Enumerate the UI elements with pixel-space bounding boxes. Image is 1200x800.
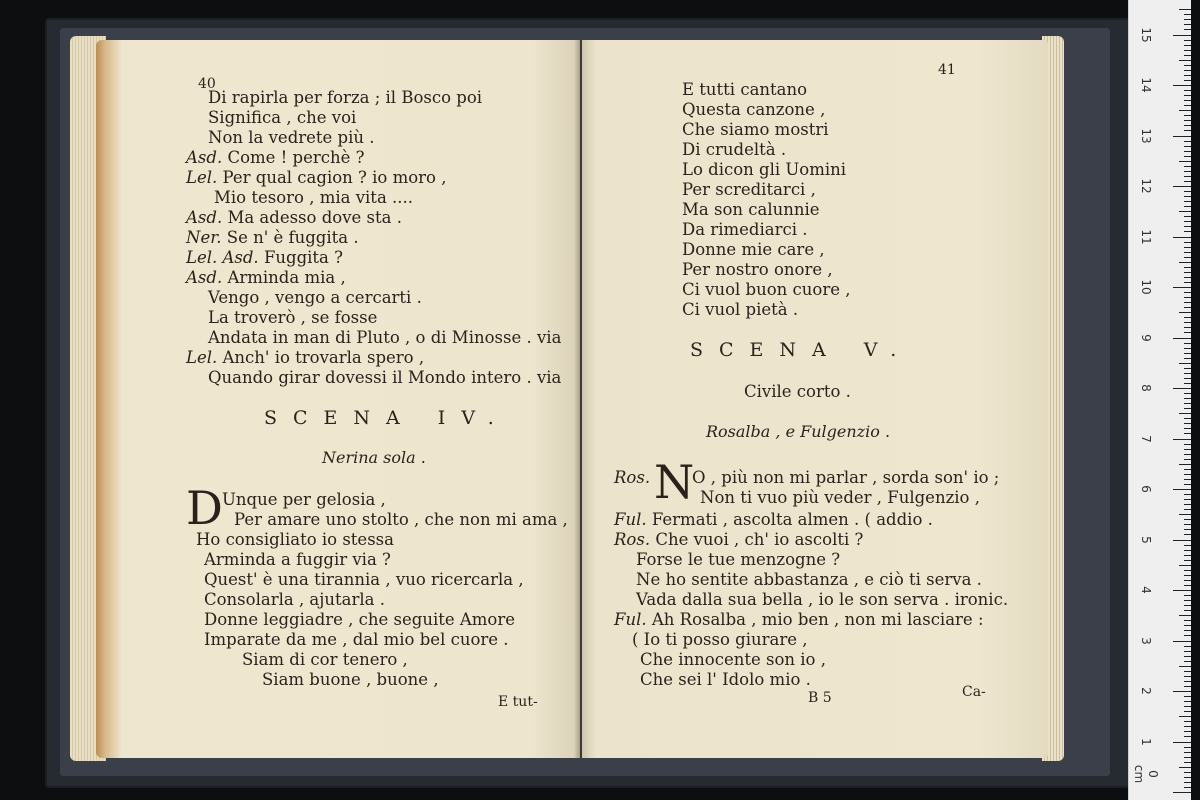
text-line: Che siamo mostri [682, 120, 829, 139]
ruler-tick [1184, 65, 1191, 66]
ruler-tick [1173, 439, 1191, 440]
ruler-tick [1184, 545, 1191, 546]
ruler-tick [1179, 716, 1191, 717]
text-line: Mio tesoro , mia vita .... [214, 188, 413, 207]
ruler-tick [1179, 363, 1191, 364]
ruler-number: 2 [1139, 687, 1153, 695]
dialogue-line: Ful. Ah Rosalba , mio ben , non mi lasciare : [614, 610, 984, 629]
ruler-tick [1179, 161, 1191, 162]
text-line: Per amare uno stolto , che non mi ama , [234, 510, 568, 529]
speaker-name: Asd. [186, 208, 223, 227]
text-line: O , più non mi parlar , sorda son' io ; [692, 468, 1000, 487]
dialogue-line: Asd. Ma adesso dove sta . [186, 208, 402, 227]
ruler-tick [1184, 221, 1191, 222]
left-page [96, 40, 580, 758]
ruler-tick [1184, 721, 1191, 722]
ruler-tick [1184, 196, 1191, 197]
ruler-tick [1184, 403, 1191, 404]
ruler-number: 12 [1139, 178, 1153, 194]
ruler-tick [1184, 706, 1191, 707]
ruler-tick [1184, 595, 1191, 596]
ruler-tick [1184, 45, 1191, 46]
ruler-tick [1184, 484, 1191, 485]
ruler-tick [1184, 752, 1191, 753]
ruler-tick [1184, 428, 1191, 429]
text-line: Significa , che voi [208, 108, 357, 127]
text-line: Unque per gelosia , [222, 490, 386, 509]
text-line: Siam buone , buone , [262, 670, 439, 689]
text-line: Per nostro onore , [682, 260, 833, 279]
ruler-number: 10 [1139, 279, 1153, 295]
text-line: Ci vuol pietà . [682, 300, 799, 319]
text-line: Forse le tue menzogne ? [636, 550, 841, 569]
ruler-tick [1184, 731, 1191, 732]
text-line: Ci vuol buon cuore , [682, 280, 851, 299]
ruler-tick [1184, 479, 1191, 480]
ruler-tick [1184, 459, 1191, 460]
text-line: Ne ho sentite abbastanza , e ciò ti serva . [636, 570, 982, 589]
ruler-tick [1184, 418, 1191, 419]
drop-cap: N [654, 455, 695, 509]
ruler-tick [1184, 646, 1191, 647]
ruler-number: 13 [1139, 127, 1153, 144]
catchword: E tut- [498, 694, 538, 710]
ruler-tick [1184, 494, 1191, 495]
ruler-tick [1184, 398, 1191, 399]
ruler-number: 7 [1139, 434, 1153, 443]
speaker-name: Ful. [614, 610, 647, 629]
ruler-tick [1184, 307, 1191, 308]
ruler-tick [1184, 651, 1191, 652]
ruler-tick [1184, 130, 1191, 131]
ruler-unit-label: 0 cm [1132, 764, 1160, 784]
scene-location: Civile corto . [744, 382, 851, 401]
ruler-tick [1184, 635, 1191, 636]
ruler-tick [1173, 641, 1191, 642]
ruler-tick [1184, 747, 1191, 748]
ruler-tick [1184, 600, 1191, 601]
ruler-tick [1184, 777, 1191, 778]
ruler-tick [1184, 625, 1191, 626]
ruler-tick [1184, 726, 1191, 727]
ruler-tick [1184, 14, 1191, 15]
ruler-tick [1184, 257, 1191, 258]
ruler-tick [1184, 772, 1191, 773]
ruler-tick [1184, 302, 1191, 303]
ruler-tick [1173, 742, 1191, 743]
ruler-tick [1179, 9, 1191, 10]
ruler-tick [1184, 317, 1191, 318]
drop-cap: D [186, 481, 223, 535]
ruler-tick [1184, 378, 1191, 379]
ruler-tick [1184, 681, 1191, 682]
ruler-number: 6 [1139, 485, 1153, 493]
ruler-number: 5 [1139, 535, 1153, 544]
ruler-tick [1184, 151, 1191, 152]
ruler-tick [1184, 433, 1191, 434]
ruler-tick [1184, 156, 1191, 157]
text-line: La troverò , se fosse [208, 308, 378, 327]
text-line: Questa canzone , [682, 100, 826, 119]
text-line: Imparate da me , dal mio bel cuore . [204, 630, 509, 649]
ruler-tick [1184, 449, 1191, 450]
dialogue-line: Ful. Fermati , ascolta almen . ( addio . [614, 510, 933, 529]
ruler-tick [1184, 80, 1191, 81]
text-line: Di rapirla per forza ; il Bosco poi [208, 88, 483, 107]
ruler-tick [1173, 85, 1191, 86]
ruler-number: 1 [1139, 737, 1153, 746]
ruler-tick [1184, 242, 1191, 243]
ruler-tick [1184, 696, 1191, 697]
ruler-tick [1184, 560, 1191, 561]
text-line: Andata in man di Pluto , o di Minosse . via [208, 328, 562, 347]
ruler-tick [1179, 262, 1191, 263]
speaker-name: Lel. [186, 168, 218, 187]
ruler-tick [1184, 327, 1191, 328]
ruler-tick [1184, 247, 1191, 248]
ruler-tick [1184, 656, 1191, 657]
ruler-tick [1184, 736, 1191, 737]
ruler-tick [1184, 55, 1191, 56]
ruler-tick [1184, 454, 1191, 455]
ruler-tick [1184, 24, 1191, 25]
page-number: 41 [938, 62, 956, 78]
text-line: Ma son calunnie [682, 200, 820, 219]
text-line: E tutti cantano [682, 80, 808, 99]
speaker-name: Lel. Asd. [186, 248, 259, 267]
ruler-tick [1184, 50, 1191, 51]
scene-subtitle: Nerina sola . [322, 448, 426, 467]
scene-title: SCENA IV. [264, 407, 510, 429]
text-line: Di crudeltà . [682, 140, 787, 159]
ruler-tick [1184, 75, 1191, 76]
text-line: ( Io ti posso giurare , [632, 630, 808, 649]
ruler-tick [1173, 237, 1191, 238]
ruler-tick [1173, 792, 1191, 793]
ruler-tick [1173, 186, 1191, 187]
ruler-tick [1173, 338, 1191, 339]
ruler-tick [1184, 322, 1191, 323]
ruler-tick [1184, 181, 1191, 182]
dialogue-line: Lel. Anch' io trovarla spero , [186, 348, 425, 367]
ruler-tick [1184, 343, 1191, 344]
ruler-tick [1184, 70, 1191, 71]
dialogue-line: Ros. Che vuoi , ch' io ascolti ? [614, 530, 864, 549]
ruler-tick [1184, 610, 1191, 611]
ruler-tick [1184, 671, 1191, 672]
ruler-tick [1184, 408, 1191, 409]
ruler-number: 8 [1139, 384, 1153, 392]
ruler-tick [1179, 666, 1191, 667]
page-number: 40 [198, 76, 216, 92]
dialogue-line: Asd. Come ! perchè ? [186, 148, 365, 167]
ruler-tick [1184, 474, 1191, 475]
ruler-tick [1184, 620, 1191, 621]
ruler-tick [1184, 630, 1191, 631]
speaker-name: Ros. [614, 468, 651, 487]
ruler-tick [1184, 206, 1191, 207]
ruler-tick [1184, 509, 1191, 510]
text-line: Lo dicon gli Uomini [682, 160, 847, 179]
ruler-tick [1184, 115, 1191, 116]
ruler-tick [1184, 757, 1191, 758]
ruler-tick [1184, 146, 1191, 147]
text-line: Non la vedrete più . [208, 128, 375, 147]
ruler-tick [1184, 534, 1191, 535]
ruler-tick [1173, 590, 1191, 591]
ruler-tick [1184, 353, 1191, 354]
ruler-tick [1184, 519, 1191, 520]
ruler-tick [1184, 191, 1191, 192]
ruler-tick [1184, 125, 1191, 126]
dialogue-line: Asd. Arminda mia , [186, 268, 346, 287]
dialogue-line: Lel. Per qual cagion ? io moro , [186, 168, 447, 187]
ruler-tick [1173, 540, 1191, 541]
ruler-tick [1184, 469, 1191, 470]
ruler-tick [1173, 489, 1191, 490]
ruler-tick [1184, 358, 1191, 359]
ruler-tick [1184, 368, 1191, 369]
signature-mark: B 5 [808, 690, 832, 706]
dialogue-line: Ner. Se n' è fuggita . [186, 228, 359, 247]
text-line: Consolarla , ajutarla . [204, 590, 385, 609]
ruler-tick [1184, 373, 1191, 374]
ruler-tick [1179, 615, 1191, 616]
ruler-tick [1173, 388, 1191, 389]
ruler-tick [1184, 120, 1191, 121]
text-line: Quest' è una tirannia , vuo ricercarla , [204, 570, 524, 589]
ruler-tick [1184, 282, 1191, 283]
scene-title: SCENA V. [690, 339, 913, 361]
ruler-tick [1179, 565, 1191, 566]
ruler-tick [1173, 136, 1191, 137]
ruler-tick [1184, 105, 1191, 106]
ruler-number: 3 [1139, 636, 1153, 645]
speaker-name: Ner. [186, 228, 222, 247]
ruler-tick [1184, 332, 1191, 333]
ruler-tick [1184, 575, 1191, 576]
speaker-name: Ros. [614, 530, 651, 549]
ruler-tick [1179, 110, 1191, 111]
ruler-tick [1173, 287, 1191, 288]
ruler-tick [1179, 464, 1191, 465]
speaker-name: Ful. [614, 510, 647, 529]
text-line: Quando girar dovessi il Mondo intero . via [208, 368, 562, 387]
ruler-tick [1184, 605, 1191, 606]
speaker-name: Asd. [186, 268, 223, 287]
ruler-tick [1184, 166, 1191, 167]
speaker-name: Asd. [186, 148, 223, 167]
ruler-tick [1184, 297, 1191, 298]
ruler-tick [1184, 100, 1191, 101]
ruler-tick [1184, 787, 1191, 788]
ruler-tick [1184, 393, 1191, 394]
ruler-tick [1179, 413, 1191, 414]
ruler-tick [1184, 585, 1191, 586]
text-line: Che sei l' Idolo mio . [640, 670, 811, 689]
ruler-tick [1184, 580, 1191, 581]
text-line: Arminda a fuggir via ? [204, 550, 391, 569]
ruler-tick [1184, 529, 1191, 530]
ruler-tick [1184, 686, 1191, 687]
text-line: Ho consigliato io stessa [196, 530, 394, 549]
ruler-tick [1184, 201, 1191, 202]
ruler-tick [1184, 504, 1191, 505]
ruler-tick [1173, 691, 1191, 692]
ruler-tick [1179, 211, 1191, 212]
ruler-number: 15 [1139, 26, 1153, 43]
text-line: Non ti vuo più veder , Fulgenzio , [700, 488, 980, 507]
ruler-tick [1184, 292, 1191, 293]
ruler-tick [1184, 95, 1191, 96]
text-line: Da rimediarci . [682, 220, 808, 239]
text-line: Vengo , vengo a cercarti . [208, 288, 422, 307]
ruler-tick [1184, 383, 1191, 384]
ruler-tick [1179, 514, 1191, 515]
ruler-tick [1184, 90, 1191, 91]
ruler-tick [1184, 762, 1191, 763]
text-line: Donne mie care , [682, 240, 825, 259]
ruler-tick [1184, 444, 1191, 445]
ruler-tick [1184, 555, 1191, 556]
scene-characters: Rosalba , e Fulgenzio . [706, 422, 891, 441]
ruler-number: 14 [1139, 77, 1153, 93]
ruler-tick [1184, 524, 1191, 525]
ruler-tick [1173, 35, 1191, 36]
ruler-tick [1179, 312, 1191, 313]
ruler-tick [1184, 499, 1191, 500]
text-line: Donne leggiadre , che seguite Amore [204, 610, 516, 629]
text-line: Vada dalla sua bella , io le son serva . ironic. [636, 590, 1009, 609]
ruler-tick [1184, 267, 1191, 268]
ruler-tick [1179, 60, 1191, 61]
ruler-tick [1184, 29, 1191, 30]
text-line: Siam di cor tenero , [242, 650, 408, 669]
ruler-tick [1184, 216, 1191, 217]
right-page [582, 40, 1048, 758]
ruler-tick [1184, 40, 1191, 41]
ruler-tick [1184, 550, 1191, 551]
ruler-tick [1184, 176, 1191, 177]
ruler-number: 9 [1139, 333, 1153, 342]
ruler-tick [1184, 226, 1191, 227]
ruler-tick [1184, 252, 1191, 253]
catchword: Ca- [962, 684, 986, 700]
ruler-tick [1184, 701, 1191, 702]
ruler-tick [1184, 782, 1191, 783]
ruler-tick [1184, 661, 1191, 662]
ruler-tick [1184, 141, 1191, 142]
text-line: Che innocente son io , [640, 650, 826, 669]
ruler-tick [1184, 676, 1191, 677]
ruler-tick [1184, 277, 1191, 278]
dialogue-line: Lel. Asd. Fuggita ? [186, 248, 343, 267]
ruler-tick [1184, 711, 1191, 712]
ruler-tick [1184, 171, 1191, 172]
ruler-tick [1184, 348, 1191, 349]
speaker-name: Lel. [186, 348, 218, 367]
ruler-number: 4 [1139, 586, 1153, 594]
ruler-tick [1179, 767, 1191, 768]
ruler-tick [1184, 19, 1191, 20]
ruler-tick [1184, 231, 1191, 232]
ruler-tick [1184, 272, 1191, 273]
ruler-tick [1184, 570, 1191, 571]
ruler-number: 11 [1139, 228, 1153, 245]
text-line: Per screditarci , [682, 180, 816, 199]
measurement-ruler [1128, 0, 1191, 800]
ruler-tick [1184, 423, 1191, 424]
